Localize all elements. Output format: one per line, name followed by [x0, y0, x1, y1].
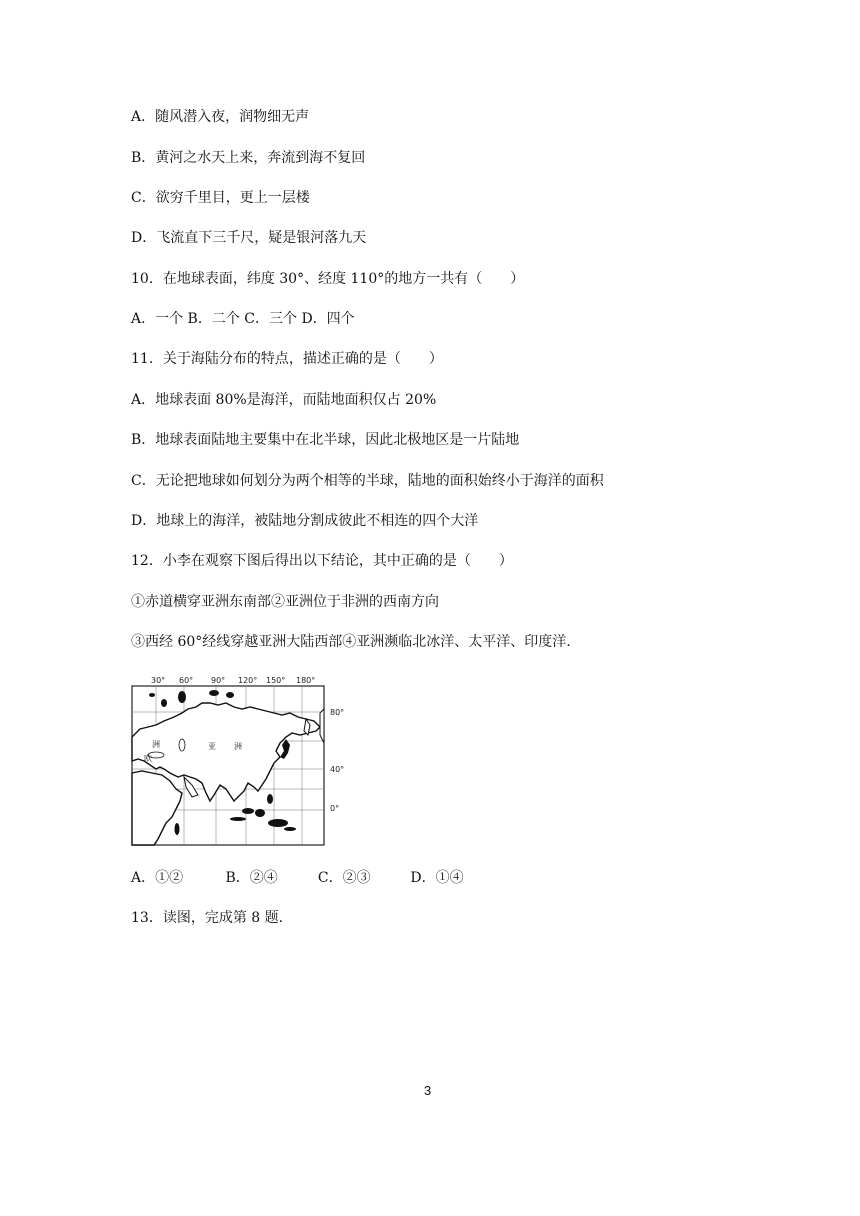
option-b-line: B．黄河之水天上来，奔流到海不复回 [131, 150, 366, 166]
question-11-option-c: C．无论把地球如何划分为两个相等的半球，陆地的面积始终小于海洋的面积 [131, 473, 604, 489]
alaska-edge-shape [320, 709, 324, 743]
question-12-option-d: D．①④ [410, 870, 464, 886]
region-label: 洲 [152, 740, 160, 749]
lon-label: 150° [266, 676, 286, 685]
option-c-line: C．欲穷千里目，更上一层楼 [131, 190, 310, 206]
lat-label: 80° [330, 708, 345, 717]
region-label: 洲 [234, 742, 242, 751]
option-a-line: A．随风潜入夜，润物细无声 [131, 109, 310, 125]
lon-label: 90° [211, 676, 226, 685]
question-12-option-b: B．②④ [225, 870, 278, 886]
question-12-options [131, 869, 464, 887]
question-12-statements-1: ①赤道横穿亚洲东南部②亚洲位于非洲的西南方向 [131, 594, 439, 610]
question-10: 10．在地球表面，纬度 30°、经度 110°的地方一共有（ ） [131, 271, 525, 287]
region-label: 欧 [144, 754, 152, 763]
question-12-option-a: A．①② [131, 870, 184, 886]
question-11: 11．关于海陆分布的特点，描述正确的是（ ） [131, 351, 443, 367]
southeast-asia-islands [230, 794, 296, 831]
madagascar-shape [175, 823, 180, 835]
question-13: 13．读图，完成第 8 题. [131, 910, 284, 926]
lat-label: 40° [330, 765, 345, 774]
arabia-peninsula-shape [184, 777, 198, 797]
option-d-line: D．飞流直下三千尺，疑是银河落九天 [131, 230, 367, 246]
asia-map-figure [130, 673, 360, 849]
lon-label: 120° [238, 676, 258, 685]
question-12-statements-2: ③西经 60°经线穿越亚洲大陆西部④亚洲濒临北冰洋、太平洋、印度洋. [131, 634, 571, 650]
question-11-option-a: A．地球表面 80%是海洋，而陆地面积仅占 20% [131, 392, 437, 408]
lat-label: 0° [330, 804, 340, 813]
question-10-options: A．一个 B．二个 C．三个 D．四个 [131, 311, 355, 327]
lon-label: 180° [296, 676, 316, 685]
question-11-option-d: D．地球上的海洋，被陆地分割成彼此不相连的四个大洋 [131, 513, 479, 529]
caspian-sea-shape [179, 739, 185, 751]
lon-label: 30° [151, 676, 166, 685]
lon-label: 60° [179, 676, 194, 685]
question-12: 12．小李在观察下图后得出以下结论，其中正确的是（ ） [131, 553, 513, 569]
question-12-option-c: C．②③ [317, 870, 371, 886]
question-11-option-b: B．地球表面陆地主要集中在北半球，因此北极地区是一片陆地 [131, 432, 520, 448]
region-label: 亚 [208, 742, 216, 751]
africa-landmass-shape [132, 771, 182, 845]
page-number: 3 [424, 1083, 432, 1098]
